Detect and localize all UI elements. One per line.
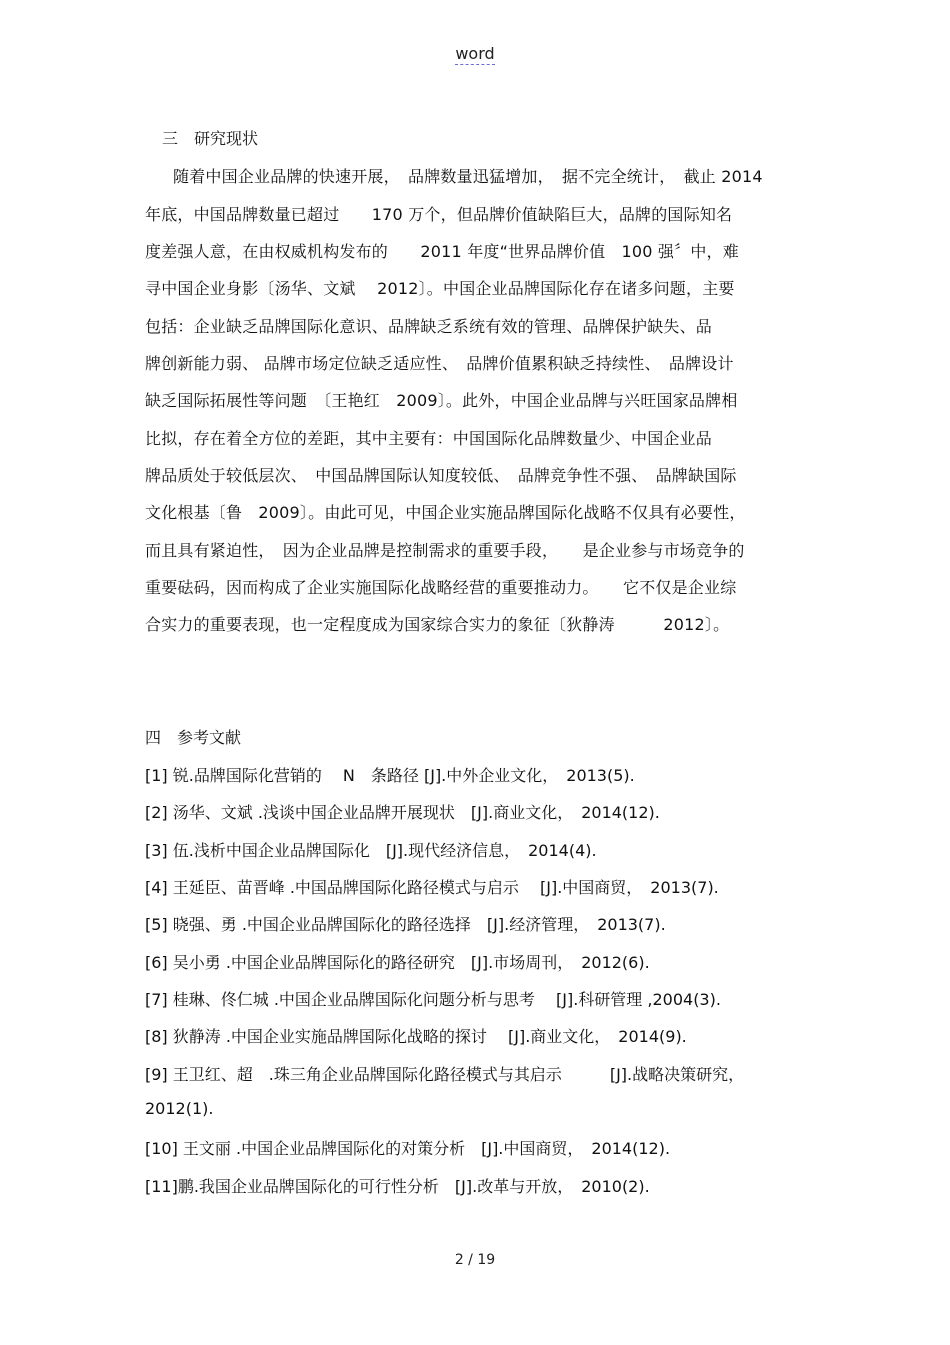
header-title: word	[455, 44, 495, 63]
reference-item: [8] 狄静涛 .中国企业实施品牌国际化战略的探讨 [J].商业文化， 2014(9).	[145, 1027, 687, 1046]
paragraph-line: 牌品质处于较低层次、 中国品牌国际认知度较低、 品牌竞争性不强、 品牌缺国际	[145, 466, 737, 485]
paragraph-line: 度差强人意，在由权威机构发布的 2011 年度“世界品牌价值 100 强〞中，难	[145, 242, 739, 261]
reference-item: [7] 桂琳、佟仁城 .中国企业品牌国际化问题分析与思考 [J].科研管理 ,2004(3).	[145, 990, 721, 1009]
reference-item: [4] 王延臣、苗晋峰 .中国品牌国际化路径模式与启示 [J].中国商贸， 2013(7).	[145, 878, 719, 897]
reference-item: [3] 伍.浅析中国企业品牌国际化 [J].现代经济信息， 2014(4).	[145, 841, 597, 860]
paragraph-line: 寻中国企业身影〔汤华、文斌 2012〕。中国企业品牌国际化存在诸多问题，主要	[145, 279, 735, 298]
paragraph-line: 包括：企业缺乏品牌国际化意识、品牌缺乏系统有效的管理、品牌保护缺失、品	[145, 317, 713, 336]
reference-item: [2] 汤华、文斌 .浅谈中国企业品牌开展现状 [J].商业文化， 2014(12).	[145, 803, 660, 822]
paragraph-line: 文化根基〔鲁 2009〕。由此可见，中国企业实施品牌国际化战略不仅具有必要性，	[145, 503, 746, 522]
reference-item: [9] 王卫红、超 .珠三角企业品牌国际化路径模式与其启示 [J].战略决策研究，	[145, 1065, 745, 1084]
page-header	[0, 44, 950, 63]
paragraph-line: 年底，中国品牌数量已超过 170 万个，但品牌价值缺陷巨大，品牌的国际知名	[145, 205, 733, 224]
reference-item: [1] 锐.品牌国际化营销的 N 条路径 [J].中外企业文化， 2013(5).	[145, 766, 635, 785]
reference-item: [6] 吴小勇 .中国企业品牌国际化的路径研究 [J].市场周刊， 2012(6).	[145, 953, 650, 972]
paragraph-line: 合实力的重要表现，也一定程度成为国家综合实力的象征〔狄静涛 2012〕。	[145, 615, 730, 634]
reference-item: [11]鹏.我国企业品牌国际化的可行性分析 [J].改革与开放， 2010(2).	[145, 1177, 650, 1196]
reference-item: [5] 晓强、勇 .中国企业品牌国际化的路径选择 [J].经济管理， 2013(7).	[145, 915, 666, 934]
paragraph-line: 牌创新能力弱、 品牌市场定位缺乏适应性、 品牌价值累积缺乏持续性、 品牌设计	[145, 354, 734, 373]
paragraph-line: 重要砝码，因而构成了企业实施国际化战略经营的重要推动力。 它不仅是企业综	[145, 578, 737, 597]
page-number: 2 / 19	[454, 1252, 496, 1268]
paragraph-line: 随着中国企业品牌的快速开展， 品牌数量迅猛增加， 据不完全统计， 截止 2014	[173, 167, 763, 186]
paragraph-line: 缺乏国际拓展性等问题 〔王艳红 2009〕。此外，中国企业品牌与兴旺国家品牌相	[145, 391, 738, 410]
paragraph-line: 比拟，存在着全方位的差距，其中主要有：中国国际化品牌数量少、中国企业品	[145, 429, 713, 448]
paragraph-line: 而且具有紧迫性， 因为企业品牌是控制需求的重要手段， 是企业参与市场竞争的	[145, 541, 745, 560]
section-heading-references: 四 参考文献	[145, 728, 242, 747]
section-heading-research-status: 三 研究现状	[162, 129, 259, 148]
reference-item: [10] 王文丽 .中国企业品牌国际化的对策分析 [J].中国商贸， 2014(12).	[145, 1139, 671, 1158]
reference-item-continued: 2012(1).	[145, 1099, 214, 1118]
